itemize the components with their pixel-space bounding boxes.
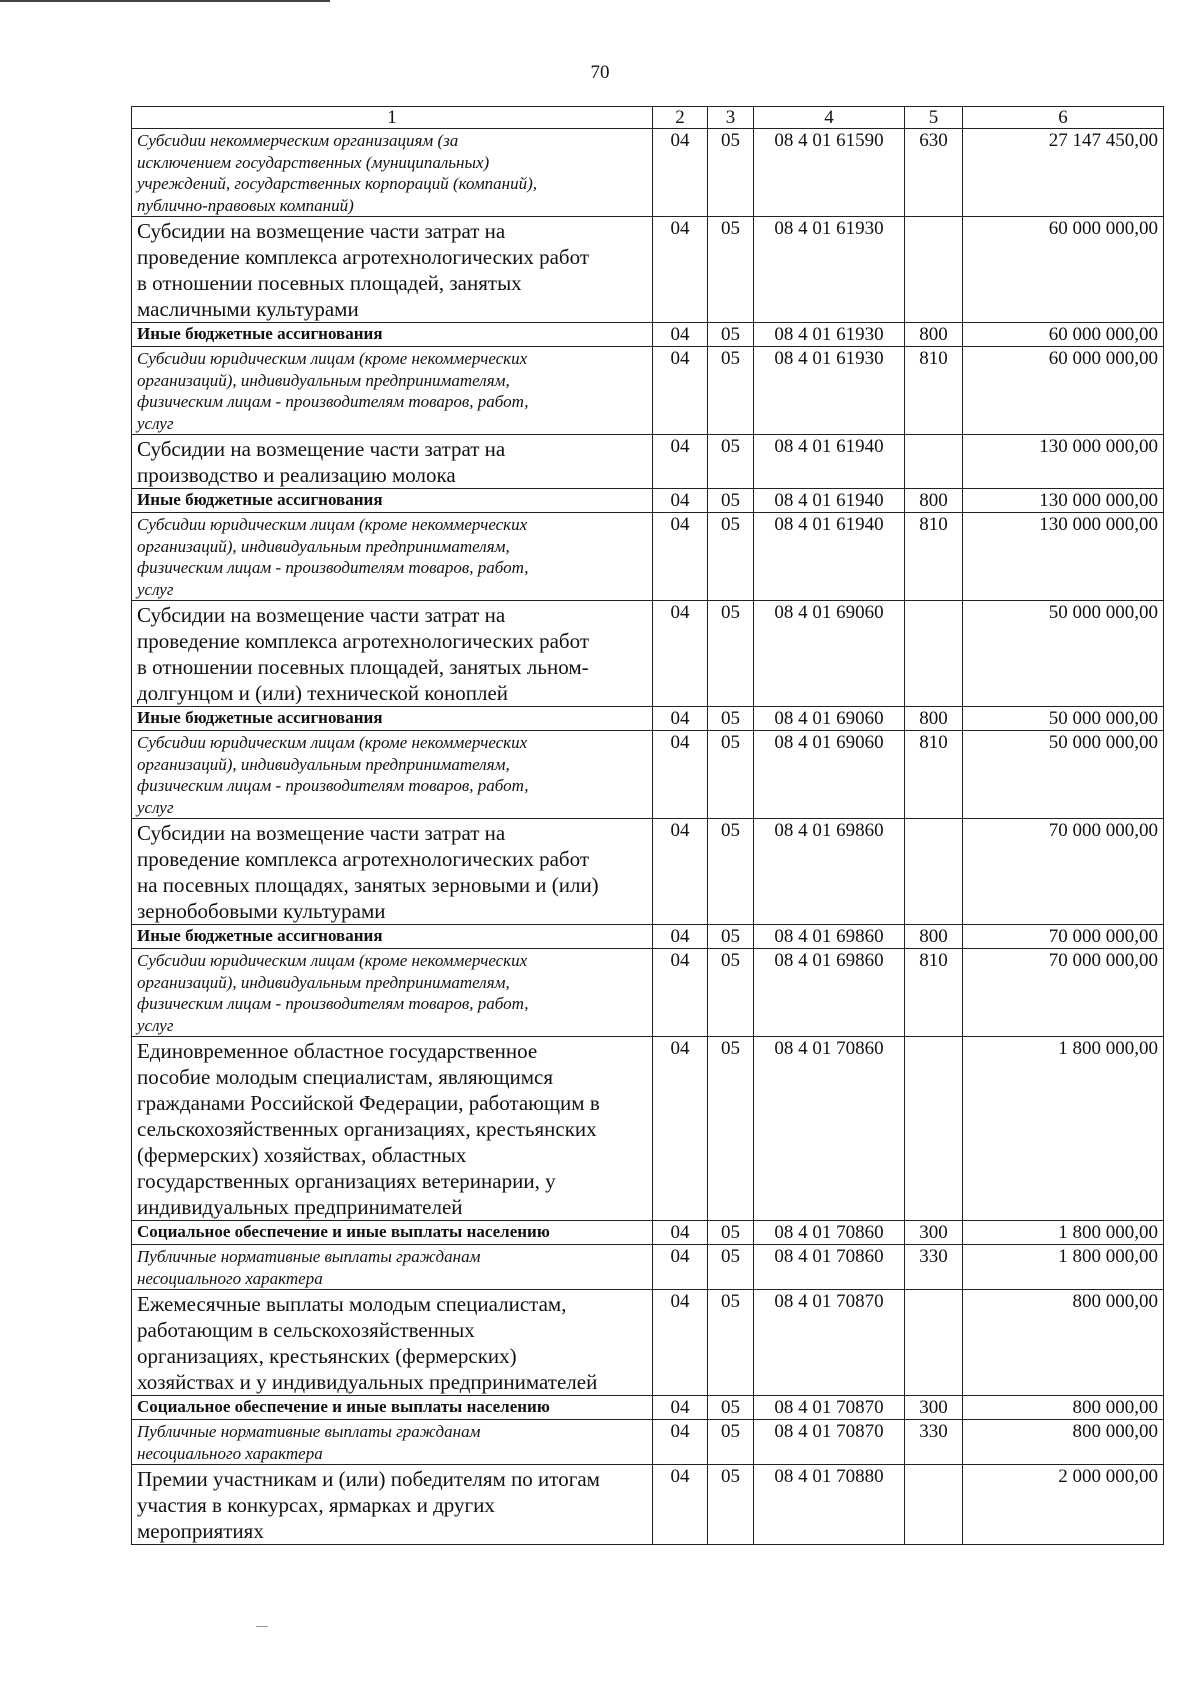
row-description: Иные бюджетные ассигнования: [137, 490, 383, 509]
row-description-cell: [132, 129, 653, 217]
row-section: 04: [670, 1246, 690, 1267]
row-expense-type: 810: [919, 950, 948, 971]
row-amount-cell: [963, 489, 1164, 513]
row-expense-type: 630: [919, 130, 948, 151]
budget-table: [131, 106, 1164, 1545]
row-subsection-cell: [708, 601, 754, 707]
table-row: [132, 1037, 1164, 1221]
row-section: 04: [670, 514, 690, 535]
scan-edge-line: [0, 0, 330, 2]
row-expense-type-cell: [905, 129, 963, 217]
row-description-cell: [132, 1290, 653, 1396]
row-subsection-cell: [708, 435, 754, 489]
row-expense-type-cell: [905, 1037, 963, 1221]
row-amount-cell: [963, 707, 1164, 731]
row-subsection-cell: [708, 513, 754, 601]
row-section: 04: [670, 1038, 690, 1059]
row-amount-cell: [963, 513, 1164, 601]
row-description: Ежемесячные выплаты молодым специалистам, работающим в сельскохозяйственных организациях, крестьянских (фермерских) хозяйствах и у индивидуальных предпринимателей: [137, 1292, 598, 1394]
row-target-article-cell: [754, 731, 905, 819]
row-description: Публичные нормативные выплаты гражданам несоциального характера: [137, 1247, 481, 1288]
row-section-cell: [653, 1465, 708, 1545]
table-row: [132, 489, 1164, 513]
row-amount: 800 000,00: [1072, 1397, 1158, 1418]
row-subsection-cell: [708, 819, 754, 925]
row-amount: 60 000 000,00: [1048, 348, 1158, 369]
row-subsection: 05: [721, 732, 740, 753]
row-section: 04: [670, 1421, 690, 1442]
row-amount: 27 147 450,00: [1048, 130, 1158, 151]
row-target-article: 08 4 01 61590: [774, 130, 884, 151]
row-amount-cell: [963, 1221, 1164, 1245]
row-subsection-cell: [708, 1290, 754, 1396]
row-description: Премии участникам и (или) победителям по итогам участия в конкурсах, ярмарках и других мероприятиях: [137, 1467, 600, 1543]
header-col-1: 1: [132, 107, 653, 129]
row-expense-type-cell: [905, 949, 963, 1037]
row-target-article: 08 4 01 69060: [774, 602, 884, 623]
row-target-article: 08 4 01 70860: [774, 1038, 884, 1059]
row-amount-cell: [963, 217, 1164, 323]
row-target-article-cell: [754, 1290, 905, 1396]
row-section-cell: [653, 1420, 708, 1465]
table-row: [132, 1420, 1164, 1465]
row-description-cell: [132, 707, 653, 731]
row-subsection: 05: [721, 436, 740, 457]
row-subsection: 05: [721, 490, 740, 511]
row-amount: 70 000 000,00: [1048, 950, 1158, 971]
row-section: 04: [670, 490, 690, 511]
row-target-article-cell: [754, 1465, 905, 1545]
row-expense-type-cell: [905, 601, 963, 707]
row-section-cell: [653, 1037, 708, 1221]
header-col-2: 2: [653, 107, 708, 129]
table-row: [132, 435, 1164, 489]
row-expense-type-cell: [905, 1396, 963, 1420]
row-section: 04: [670, 732, 690, 753]
row-section: 04: [670, 1466, 690, 1487]
row-target-article-cell: [754, 435, 905, 489]
row-subsection: 05: [721, 602, 740, 623]
row-target-article-cell: [754, 949, 905, 1037]
table-row: [132, 1221, 1164, 1245]
row-subsection: 05: [721, 708, 740, 729]
row-target-article: 08 4 01 61940: [774, 514, 884, 535]
row-description: Субсидии юридическим лицам (кроме некоммерческих организаций), индивидуальным предпринимателям, физическим лицам - производителям товаров, работ, услуг: [137, 951, 529, 1035]
row-expense-type: 810: [919, 732, 948, 753]
row-section-cell: [653, 1290, 708, 1396]
row-amount-cell: [963, 731, 1164, 819]
row-subsection-cell: [708, 707, 754, 731]
row-subsection: 05: [721, 218, 740, 239]
header-col-4: 4: [754, 107, 905, 129]
row-expense-type: 800: [919, 708, 948, 729]
row-expense-type-cell: [905, 435, 963, 489]
row-subsection: 05: [721, 514, 740, 535]
row-amount-cell: [963, 323, 1164, 347]
row-expense-type-cell: [905, 489, 963, 513]
row-subsection: 05: [721, 348, 740, 369]
row-description-cell: [132, 1221, 653, 1245]
row-amount: 50 000 000,00: [1048, 602, 1158, 623]
row-expense-type-cell: [905, 347, 963, 435]
row-expense-type: 800: [919, 324, 948, 345]
header-col-3: 3: [708, 107, 754, 129]
scan-mark: [256, 1626, 268, 1627]
row-subsection: 05: [721, 1222, 740, 1243]
row-section: 04: [670, 324, 690, 345]
row-amount-cell: [963, 1420, 1164, 1465]
table-row: [132, 513, 1164, 601]
row-section-cell: [653, 1245, 708, 1290]
row-description: Субсидии на возмещение части затрат на производство и реализацию молока: [137, 437, 506, 487]
row-target-article: 08 4 01 61940: [774, 436, 884, 457]
row-description-cell: [132, 925, 653, 949]
row-amount: 1 800 000,00: [1058, 1222, 1158, 1243]
table-row: [132, 217, 1164, 323]
row-description: Социальное обеспечение и иные выплаты населению: [137, 1222, 550, 1241]
row-target-article: 08 4 01 69060: [774, 732, 884, 753]
table-row: [132, 1290, 1164, 1396]
row-section: 04: [670, 950, 690, 971]
row-description-cell: [132, 1420, 653, 1465]
table-row: [132, 949, 1164, 1037]
row-target-article-cell: [754, 513, 905, 601]
row-target-article-cell: [754, 925, 905, 949]
row-target-article-cell: [754, 1037, 905, 1221]
row-expense-type-cell: [905, 925, 963, 949]
row-subsection-cell: [708, 347, 754, 435]
table-header-row: [132, 107, 1164, 129]
row-amount: 1 800 000,00: [1058, 1038, 1158, 1059]
row-description: Субсидии юридическим лицам (кроме некоммерческих организаций), индивидуальным предпринимателям, физическим лицам - производителям товаров, работ, услуг: [137, 515, 529, 599]
row-subsection: 05: [721, 1421, 740, 1442]
row-subsection-cell: [708, 949, 754, 1037]
row-description-cell: [132, 217, 653, 323]
row-subsection: 05: [721, 324, 740, 345]
row-section-cell: [653, 217, 708, 323]
row-section-cell: [653, 731, 708, 819]
row-subsection: 05: [721, 1246, 740, 1267]
row-target-article-cell: [754, 347, 905, 435]
row-section-cell: [653, 323, 708, 347]
row-amount: 1 800 000,00: [1058, 1246, 1158, 1267]
row-amount-cell: [963, 1465, 1164, 1545]
row-amount-cell: [963, 1290, 1164, 1396]
row-subsection-cell: [708, 925, 754, 949]
row-expense-type: 800: [919, 926, 948, 947]
row-expense-type: 330: [919, 1421, 948, 1442]
budget-table-body: [132, 107, 1164, 1545]
row-section: 04: [670, 708, 690, 729]
row-expense-type: 300: [919, 1222, 948, 1243]
row-target-article-cell: [754, 323, 905, 347]
row-description: Иные бюджетные ассигнования: [137, 708, 383, 727]
table-row: [132, 323, 1164, 347]
row-amount: 130 000 000,00: [1039, 490, 1158, 511]
row-description: Единовременное областное государственное пособие молодым специалистам, являющимся гражданами Российской Федерации, работающим в сельскохозяйственных организациях, крестьянских (фермерских) хозяйствах, областных государственных организациях ветеринарии, у индивидуальных предпринимателей: [137, 1039, 600, 1219]
row-subsection-cell: [708, 1245, 754, 1290]
row-description-cell: [132, 323, 653, 347]
row-amount: 50 000 000,00: [1048, 732, 1158, 753]
table-row: [132, 731, 1164, 819]
row-description: Субсидии на возмещение части затрат на проведение комплекса агротехнологических работ в отношении посевных площадей, занятых льном- долгунцом и (или) технической коноплей: [137, 603, 590, 705]
row-amount: 60 000 000,00: [1048, 324, 1158, 345]
row-expense-type-cell: [905, 731, 963, 819]
table-row: [132, 601, 1164, 707]
row-amount: 70 000 000,00: [1048, 820, 1158, 841]
row-amount-cell: [963, 347, 1164, 435]
row-description: Социальное обеспечение и иные выплаты населению: [137, 1397, 550, 1416]
row-description: Публичные нормативные выплаты гражданам несоциального характера: [137, 1422, 481, 1463]
table-row: [132, 1396, 1164, 1420]
row-section: 04: [670, 1397, 690, 1418]
table-row: [132, 129, 1164, 217]
row-subsection-cell: [708, 731, 754, 819]
row-expense-type-cell: [905, 323, 963, 347]
row-section: 04: [670, 436, 690, 457]
row-description-cell: [132, 601, 653, 707]
row-section-cell: [653, 925, 708, 949]
row-section-cell: [653, 707, 708, 731]
page-number: 70: [590, 62, 610, 83]
row-section: 04: [670, 820, 690, 841]
row-target-article: 08 4 01 70880: [774, 1466, 884, 1487]
row-expense-type-cell: [905, 1420, 963, 1465]
row-target-article: 08 4 01 70860: [774, 1246, 884, 1267]
row-subsection-cell: [708, 129, 754, 217]
row-subsection-cell: [708, 1221, 754, 1245]
row-section-cell: [653, 1396, 708, 1420]
row-expense-type: 810: [919, 348, 948, 369]
row-description: Субсидии некоммерческим организациям (за исключением государственных (муниципальных) учреждений, государственных корпораций (компаний), публично-правовых компаний): [137, 131, 538, 215]
row-target-article-cell: [754, 819, 905, 925]
row-expense-type-cell: [905, 707, 963, 731]
row-target-article-cell: [754, 129, 905, 217]
row-description: Иные бюджетные ассигнования: [137, 324, 383, 343]
row-section-cell: [653, 513, 708, 601]
row-amount-cell: [963, 949, 1164, 1037]
row-amount-cell: [963, 1037, 1164, 1221]
row-description-cell: [132, 489, 653, 513]
table-row: [132, 819, 1164, 925]
row-amount-cell: [963, 601, 1164, 707]
row-target-article-cell: [754, 1245, 905, 1290]
header-col-6: 6: [963, 107, 1164, 129]
row-target-article-cell: [754, 707, 905, 731]
row-description-cell: [132, 819, 653, 925]
table-row: [132, 347, 1164, 435]
row-target-article: 08 4 01 69060: [774, 708, 884, 729]
row-description: Субсидии юридическим лицам (кроме некоммерческих организаций), индивидуальным предпринимателям, физическим лицам - производителям товаров, работ, услуг: [137, 733, 529, 817]
row-subsection: 05: [721, 1466, 740, 1487]
row-expense-type-cell: [905, 1290, 963, 1396]
row-subsection: 05: [721, 1038, 740, 1059]
row-amount: 800 000,00: [1072, 1421, 1158, 1442]
row-section: 04: [670, 1291, 690, 1312]
row-section-cell: [653, 1221, 708, 1245]
row-amount-cell: [963, 1245, 1164, 1290]
row-target-article: 08 4 01 69860: [774, 926, 884, 947]
row-expense-type-cell: [905, 513, 963, 601]
row-target-article-cell: [754, 1396, 905, 1420]
row-subsection: 05: [721, 1291, 740, 1312]
row-target-article: 08 4 01 70860: [774, 1222, 884, 1243]
row-target-article-cell: [754, 601, 905, 707]
row-expense-type: 800: [919, 490, 948, 511]
row-target-article: 08 4 01 70870: [774, 1421, 884, 1442]
row-subsection-cell: [708, 323, 754, 347]
row-subsection-cell: [708, 1037, 754, 1221]
row-section-cell: [653, 347, 708, 435]
row-subsection-cell: [708, 1465, 754, 1545]
row-target-article: 08 4 01 69860: [774, 950, 884, 971]
row-section-cell: [653, 949, 708, 1037]
row-section: 04: [670, 348, 690, 369]
row-subsection-cell: [708, 1420, 754, 1465]
row-subsection: 05: [721, 820, 740, 841]
row-section-cell: [653, 819, 708, 925]
header-col-5: 5: [905, 107, 963, 129]
row-amount: 130 000 000,00: [1039, 514, 1158, 535]
row-target-article: 08 4 01 61940: [774, 490, 884, 511]
row-section-cell: [653, 601, 708, 707]
row-subsection: 05: [721, 950, 740, 971]
row-subsection: 05: [721, 130, 740, 151]
row-amount: 50 000 000,00: [1048, 708, 1158, 729]
row-amount-cell: [963, 435, 1164, 489]
row-section-cell: [653, 489, 708, 513]
row-description-cell: [132, 1245, 653, 1290]
row-target-article-cell: [754, 489, 905, 513]
row-target-article: 08 4 01 70870: [774, 1291, 884, 1312]
row-description-cell: [132, 731, 653, 819]
row-section: 04: [670, 602, 690, 623]
row-amount-cell: [963, 925, 1164, 949]
table-row: [132, 1245, 1164, 1290]
row-section-cell: [653, 435, 708, 489]
row-subsection-cell: [708, 1396, 754, 1420]
row-expense-type: 810: [919, 514, 948, 535]
row-target-article-cell: [754, 1420, 905, 1465]
row-target-article-cell: [754, 217, 905, 323]
row-expense-type: 300: [919, 1397, 948, 1418]
row-expense-type-cell: [905, 819, 963, 925]
row-description-cell: [132, 347, 653, 435]
row-target-article: 08 4 01 61930: [774, 218, 884, 239]
row-section-cell: [653, 129, 708, 217]
row-description-cell: [132, 1396, 653, 1420]
row-target-article: 08 4 01 69860: [774, 820, 884, 841]
table-row: [132, 1465, 1164, 1545]
row-amount: 2 000 000,00: [1058, 1466, 1158, 1487]
row-expense-type-cell: [905, 1245, 963, 1290]
row-target-article: 08 4 01 61930: [774, 324, 884, 345]
row-subsection-cell: [708, 217, 754, 323]
row-amount-cell: [963, 1396, 1164, 1420]
row-expense-type-cell: [905, 1465, 963, 1545]
row-subsection-cell: [708, 489, 754, 513]
row-section: 04: [670, 218, 690, 239]
row-description-cell: [132, 1465, 653, 1545]
row-target-article: 08 4 01 70870: [774, 1397, 884, 1418]
row-amount: 60 000 000,00: [1048, 218, 1158, 239]
row-amount-cell: [963, 129, 1164, 217]
row-target-article-cell: [754, 1221, 905, 1245]
row-description-cell: [132, 1037, 653, 1221]
row-amount-cell: [963, 819, 1164, 925]
row-subsection: 05: [721, 926, 740, 947]
row-description: Субсидии на возмещение части затрат на проведение комплекса агротехнологических работ на посевных площадях, занятых зерновыми и (или) зернобобовыми культурами: [137, 821, 599, 923]
row-description-cell: [132, 513, 653, 601]
table-row: [132, 925, 1164, 949]
row-description: Иные бюджетные ассигнования: [137, 926, 383, 945]
row-expense-type-cell: [905, 1221, 963, 1245]
row-section: 04: [670, 926, 690, 947]
row-amount: 130 000 000,00: [1039, 436, 1158, 457]
row-amount: 70 000 000,00: [1048, 926, 1158, 947]
row-target-article: 08 4 01 61930: [774, 348, 884, 369]
row-amount: 800 000,00: [1072, 1291, 1158, 1312]
row-section: 04: [670, 130, 690, 151]
row-description-cell: [132, 949, 653, 1037]
row-section: 04: [670, 1222, 690, 1243]
row-expense-type: 330: [919, 1246, 948, 1267]
table-row: [132, 707, 1164, 731]
row-description-cell: [132, 435, 653, 489]
row-description: Субсидии юридическим лицам (кроме некоммерческих организаций), индивидуальным предпринимателям, физическим лицам - производителям товаров, работ, услуг: [137, 349, 529, 433]
row-description: Субсидии на возмещение части затрат на проведение комплекса агротехнологических работ в отношении посевных площадей, занятых масличными культурами: [137, 219, 590, 321]
row-subsection: 05: [721, 1397, 740, 1418]
row-expense-type-cell: [905, 217, 963, 323]
